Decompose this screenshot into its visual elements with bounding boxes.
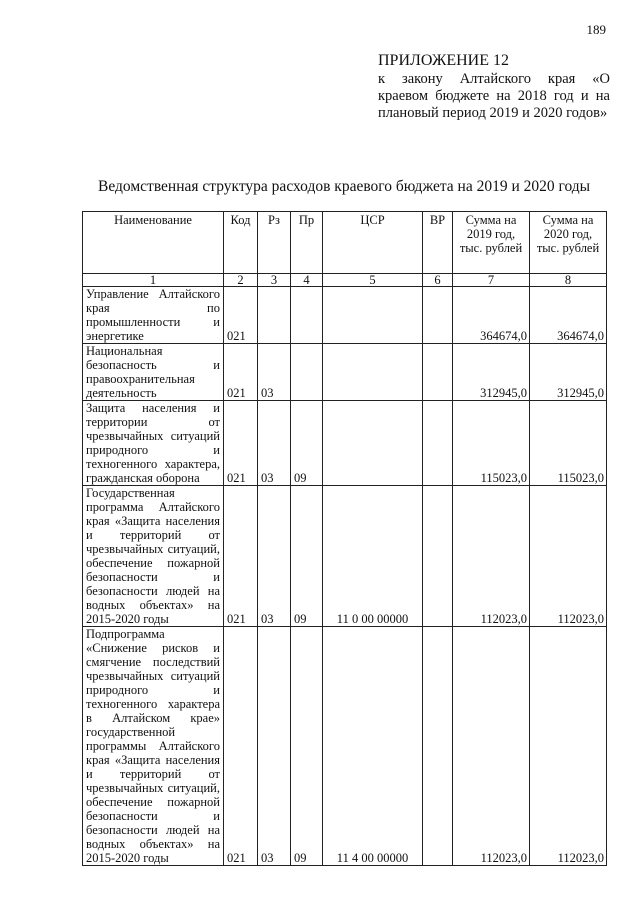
column-number: 3 bbox=[258, 274, 291, 287]
table-row bbox=[83, 401, 607, 486]
row-sum-2020: 312945,0 bbox=[530, 344, 607, 401]
row-vr bbox=[423, 401, 453, 486]
header-csr: ЦСР bbox=[323, 212, 423, 274]
row-vr bbox=[423, 344, 453, 401]
column-numbers-row bbox=[83, 274, 607, 287]
row-name: Подпрограмма «Снижение рисков и смягчение последствий чрезвычайных ситуаций природного и техногенного характера в Алтайском крае» государственной программы Алтайского края «Защита населения и территорий от чрезвычайных ситуаций, обеспечение пожарной безопасности и безопасности людей на водных объектах» на 2015-2020 годы bbox=[83, 627, 224, 866]
column-number: 6 bbox=[423, 274, 453, 287]
row-sum-2019: 112023,0 bbox=[453, 627, 530, 866]
row-pr: 09 bbox=[291, 627, 323, 866]
row-kod: 021 bbox=[224, 401, 258, 486]
header-pr: Пр bbox=[291, 212, 323, 274]
document-title: Ведомственная структура расходов краевого бюджета на 2019 и 2020 годы bbox=[98, 178, 591, 195]
header-sum-2019: Сумма на 2019 год, тыс. рублей bbox=[453, 212, 530, 274]
row-sum-2020: 364674,0 bbox=[530, 287, 607, 344]
row-csr bbox=[323, 344, 423, 401]
page-number: 189 bbox=[586, 22, 606, 37]
header-sum-2020: Сумма на 2020 год, тыс. рублей bbox=[530, 212, 607, 274]
header-vr: ВР bbox=[423, 212, 453, 274]
row-sum-2019: 312945,0 bbox=[453, 344, 530, 401]
row-name: Государственная программа Алтайского края «Защита населения и территорий от чрезвычайных ситуаций, обеспечение пожарной безопасности и безопасности людей на водных объектах» на 2015-2020 годы bbox=[83, 486, 224, 627]
row-rz: 03 bbox=[258, 486, 291, 627]
row-kod: 021 bbox=[224, 344, 258, 401]
appendix-title: ПРИЛОЖЕНИЕ 12 bbox=[378, 52, 510, 69]
row-pr: 09 bbox=[291, 486, 323, 627]
row-rz: 03 bbox=[258, 344, 291, 401]
row-kod: 021 bbox=[224, 287, 258, 344]
column-number: 5 bbox=[323, 274, 423, 287]
row-sum-2019: 364674,0 bbox=[453, 287, 530, 344]
row-name: Защита населения и территории от чрезвычайных ситуаций природного и техногенного характера, гражданская оборона bbox=[83, 401, 224, 486]
table-row bbox=[83, 287, 607, 344]
row-sum-2020: 115023,0 bbox=[530, 401, 607, 486]
row-vr bbox=[423, 486, 453, 627]
table-row bbox=[83, 627, 607, 866]
column-number: 2 bbox=[224, 274, 258, 287]
row-pr bbox=[291, 344, 323, 401]
header-rz: Рз bbox=[258, 212, 291, 274]
row-pr bbox=[291, 287, 323, 344]
row-rz: 03 bbox=[258, 401, 291, 486]
row-name: Управление Алтайского края по промышленности и энергетике bbox=[83, 287, 224, 344]
column-number: 1 bbox=[83, 274, 224, 287]
row-sum-2020: 112023,0 bbox=[530, 627, 607, 866]
column-number: 4 bbox=[291, 274, 323, 287]
row-sum-2019: 112023,0 bbox=[453, 486, 530, 627]
row-csr: 11 0 00 00000 bbox=[323, 486, 423, 627]
row-csr: 11 4 00 00000 bbox=[323, 627, 423, 866]
row-name: Национальная безопасность и правоохранительная деятельность bbox=[83, 344, 224, 401]
row-rz bbox=[258, 287, 291, 344]
table-header-row bbox=[83, 212, 607, 274]
column-number: 8 bbox=[530, 274, 607, 287]
row-vr bbox=[423, 627, 453, 866]
column-number: 7 bbox=[453, 274, 530, 287]
row-vr bbox=[423, 287, 453, 344]
table-row bbox=[83, 344, 607, 401]
row-sum-2020: 112023,0 bbox=[530, 486, 607, 627]
budget-table bbox=[82, 211, 607, 866]
row-kod: 021 bbox=[224, 486, 258, 627]
header-name: Наименование bbox=[83, 212, 224, 274]
row-csr bbox=[323, 287, 423, 344]
row-kod: 021 bbox=[224, 627, 258, 866]
table-row bbox=[83, 486, 607, 627]
row-pr: 09 bbox=[291, 401, 323, 486]
row-sum-2019: 115023,0 bbox=[453, 401, 530, 486]
header-kod: Код bbox=[224, 212, 258, 274]
row-rz: 03 bbox=[258, 627, 291, 866]
appendix-header bbox=[378, 52, 610, 122]
appendix-subtitle: к закону Алтайского края «О краевом бюджете на 2018 год и на плановый период 2019 и 2020 годов» bbox=[378, 71, 610, 121]
row-csr bbox=[323, 401, 423, 486]
